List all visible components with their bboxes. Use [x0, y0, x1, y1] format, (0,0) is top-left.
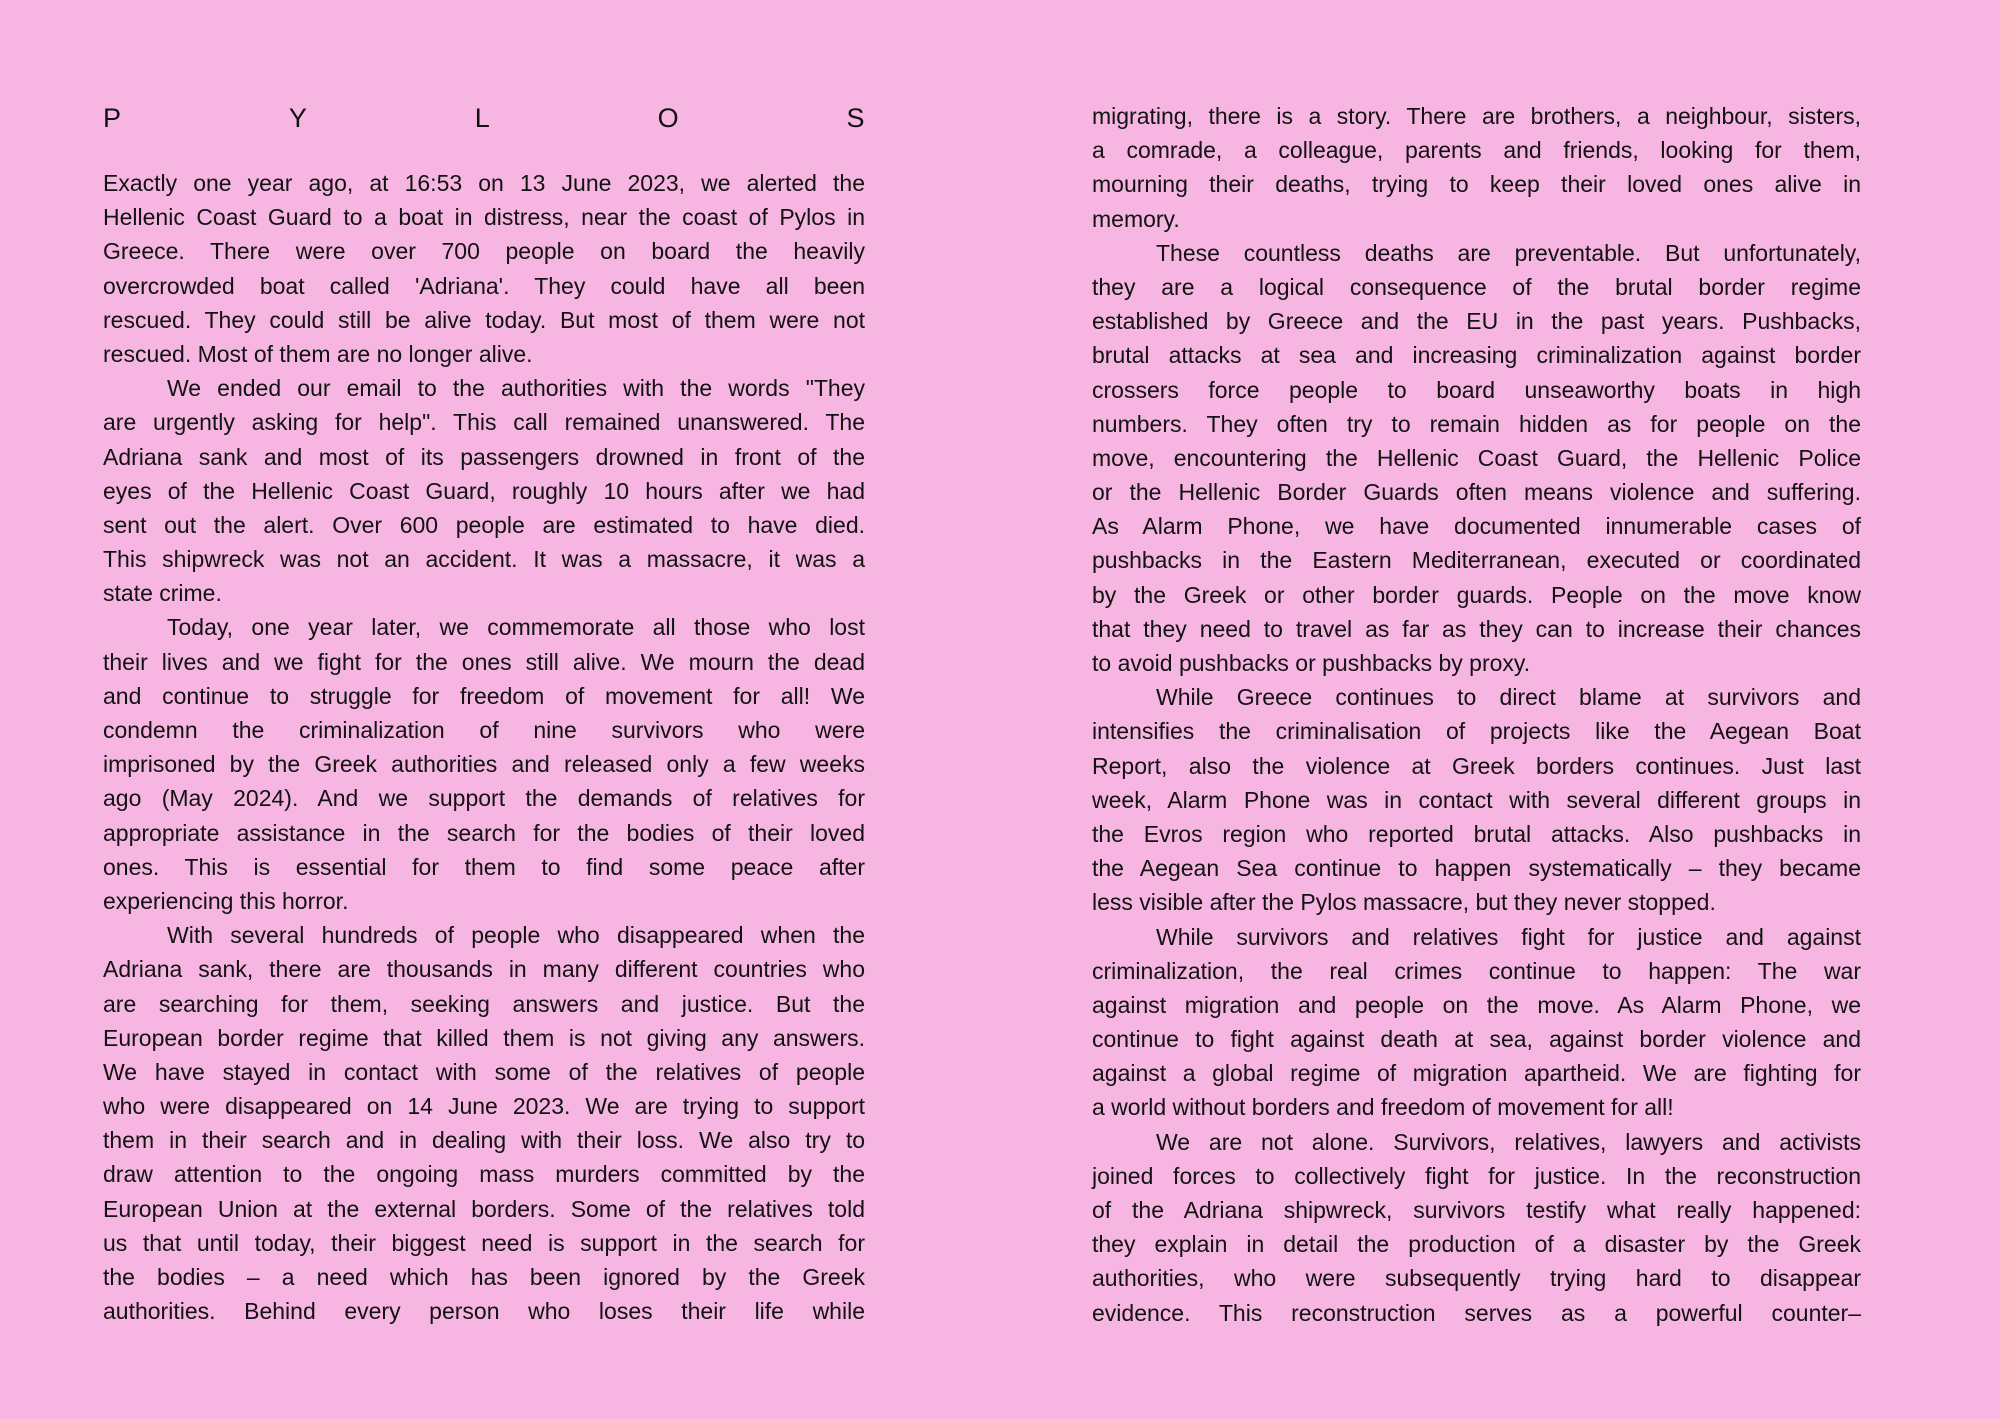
- text-line: We are not alone. Survivors, relatives, lawyers and activists: [1156, 1128, 1861, 1155]
- text-line: pushbacks in the Eastern Mediterranean, executed or coordinated: [1092, 547, 1861, 574]
- text-line: them in their search and in dealing with their loss. We also try to: [103, 1127, 865, 1154]
- paragraph: [103, 371, 865, 610]
- text-line: ones. This is essential for them to find some peace after: [103, 853, 865, 880]
- text-line: criminalization, the real crimes continue to happen: The war: [1092, 957, 1861, 984]
- text-line: of the Adriana shipwreck, survivors testify what really happened:: [1092, 1197, 1861, 1223]
- title-letter-s: S: [846, 103, 865, 133]
- text-line: authorities. Behind every person who loses their life while: [103, 1298, 865, 1325]
- text-line: and continue to struggle for freedom of movement for all! We: [103, 682, 865, 709]
- text-line: We have stayed in contact with some of the relatives of people: [103, 1058, 865, 1085]
- text-line: evidence. This reconstruction serves as a powerful counter–: [1092, 1299, 1861, 1326]
- text-line: migrating, there is a story. There are brothers, a neighbour, sisters,: [1092, 103, 1861, 129]
- text-line: Adriana sank and most of its passengers drowned in front of the: [103, 443, 865, 470]
- title-letter-l: L: [474, 103, 491, 133]
- text-line: eyes of the Hellenic Coast Guard, roughly 10 hours after we had: [103, 477, 865, 504]
- text-line: European Union at the external borders. Some of the relatives told: [103, 1195, 865, 1222]
- text-line: numbers. They often try to remain hidden as for people on the: [1092, 410, 1861, 437]
- paragraph: [1092, 99, 1861, 236]
- text-line: sent out the alert. Over 600 people are estimated to have died.: [103, 511, 865, 538]
- paragraph: [103, 610, 865, 918]
- text-line: Hellenic Coast Guard to a boat in distress, near the coast of Pylos in: [103, 204, 865, 231]
- text-line: week, Alarm Phone was in contact with several different groups in: [1092, 786, 1861, 813]
- text-line: As Alarm Phone, we have documented innumerable cases of: [1092, 513, 1861, 540]
- text-line: With several hundreds of people who disappeared when the: [167, 922, 865, 949]
- text-line: state crime.: [103, 580, 222, 607]
- text-line: established by Greece and the EU in the past years. Pushbacks,: [1092, 308, 1861, 335]
- text-line: We ended our email to the authorities with the words "They: [167, 375, 865, 402]
- text-line: rescued. They could still be alive today. But most of them were not: [103, 306, 865, 333]
- title-letter-y: Y: [288, 103, 308, 133]
- text-line: overcrowded boat called 'Adriana'. They could have all been: [103, 272, 865, 299]
- text-line: their lives and we fight for the ones still alive. We mourn the dead: [103, 648, 865, 675]
- text-line: Report, also the violence at Greek borders continues. Just last: [1092, 752, 1861, 779]
- text-line: are urgently asking for help". This call remained unanswered. The: [103, 409, 865, 436]
- text-line: against migration and people on the move. As Alarm Phone, we: [1092, 991, 1861, 1018]
- text-line: the Evros region who reported brutal attacks. Also pushbacks in: [1092, 820, 1861, 847]
- text-line: by the Greek or other border guards. People on the move know: [1092, 581, 1861, 608]
- text-line: Exactly one year ago, at 16:53 on 13 June 2023, we alerted the: [103, 170, 865, 196]
- paragraph: [103, 918, 865, 1328]
- text-line: a comrade, a colleague, parents and friends, looking for them,: [1092, 137, 1861, 164]
- text-line: appropriate assistance in the search for the bodies of their loved: [103, 819, 865, 846]
- text-line: the Aegean Sea continue to happen systematically – they became: [1092, 855, 1861, 882]
- text-line: move, encountering the Hellenic Coast Guard, the Hellenic Police: [1092, 444, 1861, 471]
- text-line: us that until today, their biggest need is support in the search for: [103, 1229, 865, 1256]
- text-line: Adriana sank, there are thousands in many different countries who: [103, 956, 865, 983]
- text-line: authorities, who were subsequently trying hard to disappear: [1092, 1265, 1861, 1292]
- text-line: brutal attacks at sea and increasing criminalization against border: [1092, 342, 1861, 369]
- page-title: [103, 101, 865, 135]
- text-line: intensifies the criminalisation of projects like the Aegean Boat: [1092, 718, 1861, 745]
- text-line: experiencing this horror.: [103, 887, 349, 914]
- right-column-text: [1092, 99, 1861, 1330]
- text-line: Today, one year later, we commemorate all those who lost: [167, 614, 865, 641]
- paragraph: [103, 166, 865, 371]
- text-line: the bodies – a need which has been ignored by the Greek: [103, 1264, 865, 1290]
- text-line: they are a logical consequence of the brutal border regime: [1092, 273, 1861, 300]
- text-line: These countless deaths are preventable. But unfortunately,: [1156, 239, 1861, 266]
- text-line: While survivors and relatives fight for justice and against: [1156, 923, 1861, 950]
- right-column: [1092, 99, 1861, 1330]
- text-line: less visible after the Pylos massacre, but they never stopped.: [1092, 889, 1716, 916]
- text-line: a world without borders and freedom of movement for all!: [1092, 1094, 1674, 1121]
- paragraph: [1092, 1125, 1861, 1330]
- text-line: Greece. There were over 700 people on board the heavily: [103, 238, 865, 265]
- text-line: condemn the criminalization of nine survivors who were: [103, 717, 865, 743]
- text-line: who were disappeared on 14 June 2023. We are trying to support: [103, 1093, 865, 1120]
- text-line: While Greece continues to direct blame at survivors and: [1156, 684, 1861, 711]
- left-column: [103, 101, 865, 1328]
- text-line: rescued. Most of them are no longer alive.: [103, 340, 533, 367]
- text-line: against a global regime of migration apartheid. We are fighting for: [1092, 1060, 1861, 1087]
- text-line: that they need to travel as far as they can to increase their chances: [1092, 615, 1861, 642]
- paragraph: [1092, 236, 1861, 680]
- text-line: ago (May 2024). And we support the demands of relatives for: [103, 785, 865, 812]
- text-line: crossers force people to board unseaworthy boats in high: [1092, 376, 1861, 403]
- text-line: or the Hellenic Border Guards often means violence and suffering.: [1092, 479, 1861, 506]
- text-line: they explain in detail the production of a disaster by the Greek: [1092, 1231, 1861, 1258]
- text-line: This shipwreck was not an accident. It was a massacre, it was a: [103, 546, 865, 573]
- left-column-text: [103, 166, 865, 1328]
- text-line: imprisoned by the Greek authorities and released only a few weeks: [103, 751, 865, 778]
- text-line: to avoid pushbacks or pushbacks by proxy.: [1092, 650, 1531, 676]
- text-line: mourning their deaths, trying to keep their loved ones alive in: [1092, 171, 1861, 198]
- title-letter-p: P: [103, 103, 122, 133]
- text-line: continue to fight against death at sea, against border violence and: [1092, 1026, 1861, 1053]
- text-line: joined forces to collectively fight for justice. In the reconstruction: [1092, 1162, 1861, 1189]
- paragraph: [1092, 920, 1861, 1125]
- text-line: European border regime that killed them is not giving any answers.: [103, 1024, 865, 1051]
- text-line: draw attention to the ongoing mass murders committed by the: [103, 1161, 865, 1188]
- text-line: are searching for them, seeking answers and justice. But the: [103, 990, 865, 1017]
- text-line: memory.: [1092, 205, 1180, 232]
- paragraph: [1092, 680, 1861, 919]
- title-letter-o: O: [657, 103, 680, 133]
